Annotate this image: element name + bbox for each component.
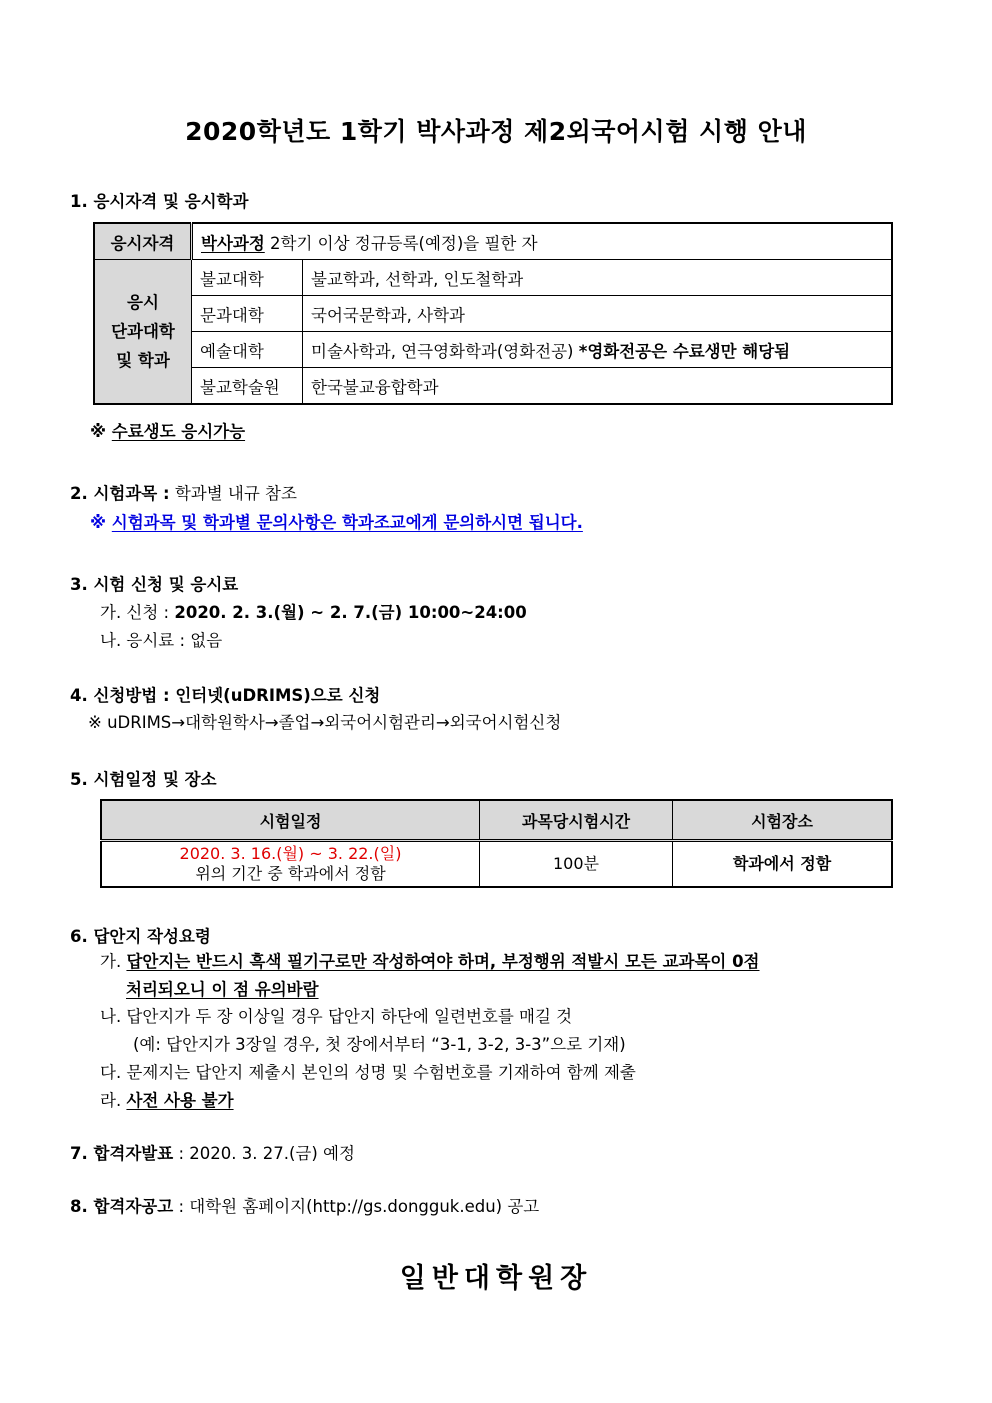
note-mark: ※ [90, 422, 112, 441]
application-value: 2020. 2. 3.(월) ~ 2. 7.(금) 10:00~24:00 [174, 603, 527, 622]
eligibility-table [93, 222, 893, 405]
note-mark: ※ [90, 513, 112, 532]
column-header: 과목당시험시간 [480, 800, 673, 841]
college-cell: 불교대학 [192, 260, 303, 296]
table-row [94, 260, 892, 296]
duration-cell: 100분 [480, 841, 673, 888]
majors-cell [303, 332, 893, 368]
section-4-note: ※ uDRIMS→대학원학사→졸업→외국어시험관리→외국어시험신청 [88, 713, 562, 732]
section-7-heading: 7. 합격자발표 [70, 1144, 174, 1163]
section-7-text: : 2020. 3. 27.(금) 예정 [173, 1144, 355, 1163]
schedule-cell [101, 841, 480, 888]
section-2 [70, 480, 297, 504]
qualification-cell [192, 223, 893, 260]
place-cell: 학과에서 정함 [673, 841, 893, 888]
rule-d [100, 1087, 234, 1111]
rule-label: 가. [100, 952, 127, 971]
note-text: 수료생도 응시가능 [111, 422, 246, 441]
section-8 [70, 1193, 539, 1217]
majors-note: *영화전공은 수료생만 해당됨 [578, 341, 791, 361]
majors-cell: 국어국문학과, 사학과 [303, 296, 893, 332]
schedule-table [100, 799, 893, 888]
college-cell: 불교학술원 [192, 368, 303, 405]
table-row [94, 296, 892, 332]
column-header: 시험일정 [101, 800, 480, 841]
section-8-text: : 대학원 홈페이지(http://gs.dongguk.edu) 공고 [173, 1197, 540, 1216]
table-row [101, 800, 892, 841]
department-header [94, 260, 192, 405]
majors-cell: 한국불교융합학과 [303, 368, 893, 405]
department-header-line: 단과대학 [111, 322, 175, 341]
majors-text: 미술사학과, 연극영화학과(영화전공) [311, 341, 579, 361]
rule-d-text: 사전 사용 불가 [126, 1091, 234, 1110]
schedule-sub: 위의 기간 중 학과에서 정함 [195, 864, 386, 883]
application-label: 가. 신청 : [100, 603, 175, 622]
page-title: 2020학년도 1학기 박사과정 제2외국어시험 시행 안내 [185, 117, 807, 146]
rule-a-line1: 답안지는 반드시 흑색 필기구로만 작성하여야 하며, 부정행위 적발시 모든 교과목이 0점 [126, 952, 760, 971]
note-text: 시험과목 및 학과별 문의사항은 학과조교에게 문의하시면 됩니다. [111, 513, 583, 532]
application-period [100, 599, 527, 623]
section-1-note [90, 418, 245, 442]
department-header-line: 및 학과 [116, 351, 170, 370]
majors-cell: 불교학과, 선학과, 인도철학과 [303, 260, 893, 296]
section-4-heading: 4. 신청방법 : 인터넷(uDRIMS)으로 신청 [70, 686, 381, 705]
section-5-heading: 5. 시험일정 및 장소 [70, 770, 217, 789]
section-2-note [90, 509, 583, 533]
rule-a [100, 948, 760, 972]
qualification-header: 응시자격 [94, 223, 192, 260]
rule-b-example: (예: 답안지가 3장일 경우, 첫 장에서부터 “3-1, 3-2, 3-3”으로 기재) [133, 1035, 626, 1054]
section-8-heading: 8. 합격자공고 [70, 1197, 174, 1216]
college-cell: 예술대학 [192, 332, 303, 368]
qualification-bold: 박사과정 [201, 233, 265, 253]
table-row [101, 841, 892, 888]
section-7 [70, 1140, 355, 1164]
section-3-heading: 3. 시험 신청 및 응시료 [70, 575, 239, 594]
table-row [94, 332, 892, 368]
college-cell: 문과대학 [192, 296, 303, 332]
section-1-heading: 1. 응시자격 및 응시학과 [70, 192, 249, 211]
rule-b: 나. 답안지가 두 장 이상일 경우 답안지 하단에 일련번호를 매길 것 [100, 1007, 573, 1026]
issuer-signature: 일반대학원장 [399, 1263, 593, 1294]
schedule-date: 2020. 3. 16.(월) ~ 3. 22.(일) [179, 844, 402, 863]
table-row [94, 368, 892, 405]
table-row [94, 223, 892, 260]
rule-c: 다. 문제지는 답안지 제출시 본인의 성명 및 수험번호를 기재하여 함께 제출 [100, 1063, 636, 1082]
column-header: 시험장소 [673, 800, 893, 841]
qualification-text: 2학기 이상 정규등록(예정)을 필한 자 [264, 233, 538, 253]
rule-a-line2: 처리되오니 이 점 유의바람 [126, 980, 319, 999]
exam-fee: 나. 응시료 : 없음 [100, 631, 223, 650]
section-2-heading: 2. 시험과목 : [70, 484, 170, 503]
section-6-heading: 6. 답안지 작성요령 [70, 927, 211, 946]
department-header-line: 응시 [127, 293, 159, 312]
section-2-text: 학과별 내규 참조 [169, 484, 297, 503]
rule-label: 라. [100, 1091, 127, 1110]
